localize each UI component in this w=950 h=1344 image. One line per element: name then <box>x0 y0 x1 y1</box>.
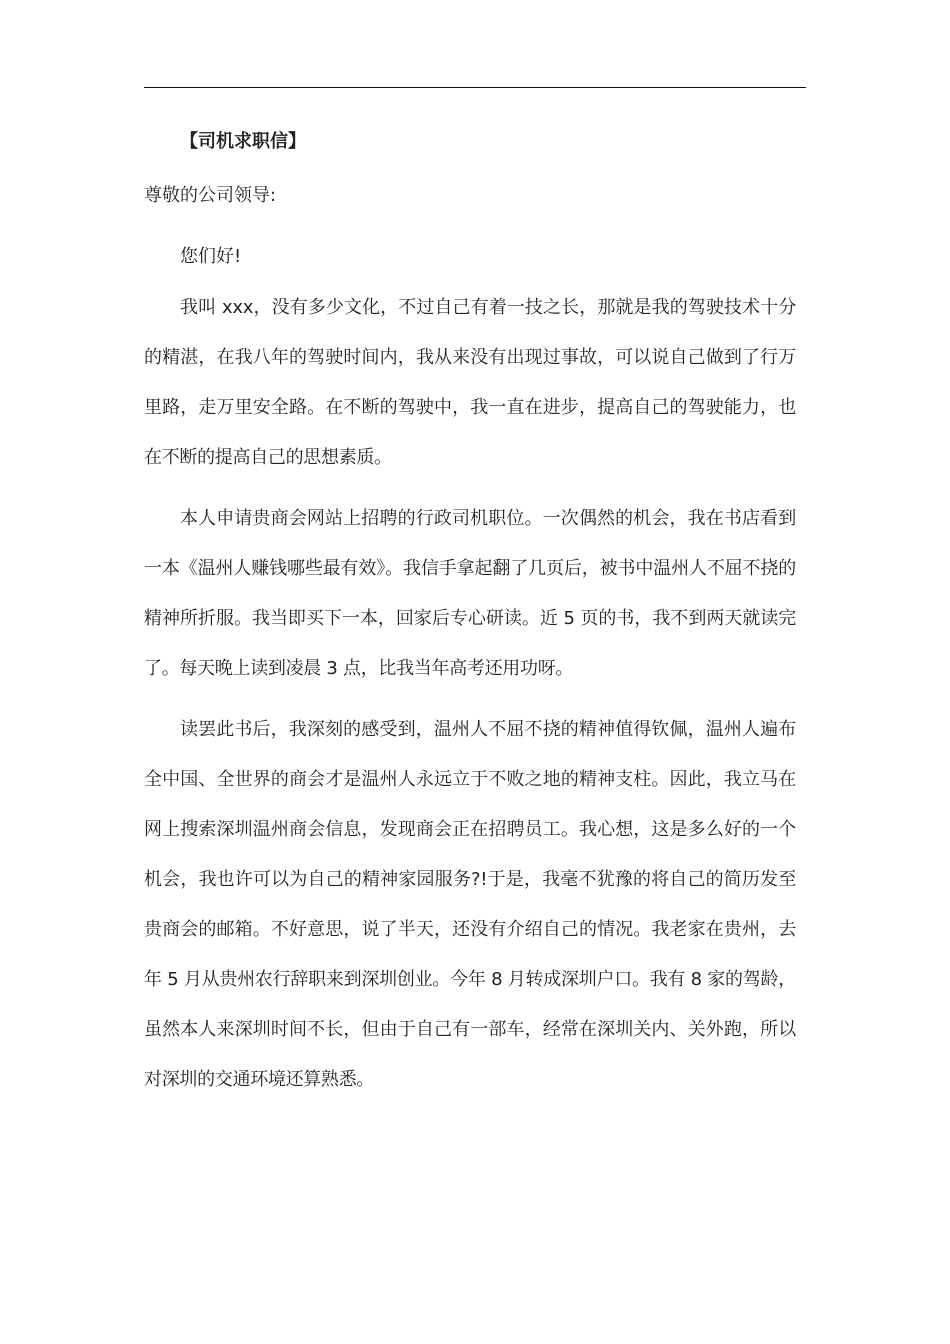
letter-title: 【司机求职信】 <box>180 131 306 152</box>
letter-body <box>144 120 796 1105</box>
greeting: 您们好! <box>180 246 242 267</box>
paragraph-intro: 我叫 xxx，没有多少文化，不过自己有着一技之长，那就是我的驾驶技术十分的精湛，在我八年的驾驶时间内，我从来没有出现过事故，可以说自己做到了行万里路，走万里安全路。在不断的驾驶中，我一直在进步，提高自己的驾驶能力，也在不断的提高自己的思想素质。 <box>144 297 796 468</box>
header-rule <box>144 87 806 88</box>
paragraph-application: 本人申请贵商会网站上招聘的行政司机职位。一次偶然的机会，我在书店看到一本《温州人赚钱哪些最有效》。我信手拿起翻了几页后，被书中温州人不屈不挠的精神所折服。我当即买下一本，回家后专心研读。近 5 页的书，我不到两天就读完了。每天晚上读到凌晨 3 点，比我当年高考还用功呀。 <box>144 508 796 679</box>
paragraph-background: 读罢此书后，我深刻的感受到，温州人不屈不挠的精神值得钦佩，温州人遍布全中国、全世界的商会才是温州人永远立于不败之地的精神支柱。因此，我立马在网上搜索深圳温州商会信息，发现商会正在招聘员工。我心想，这是多么好的一个机会，我也许可以为自己的精神家园服务?!于是，我毫不犹豫的将自己的简历发至贵商会的邮箱。不好意思，说了半天，还没有介绍自己的情况。我老家在贵州，去年 5 月从贵州农行辞职来到深圳创业。今年 8 月转成深圳户口。我有 8 家的驾龄，虽然本人来深圳时间不长，但由于自己有一部车，经常在深圳关内、关外跑，所以对深圳的交通环境还算熟悉。 <box>144 719 796 1090</box>
salutation: 尊敬的公司领导: <box>144 185 277 206</box>
